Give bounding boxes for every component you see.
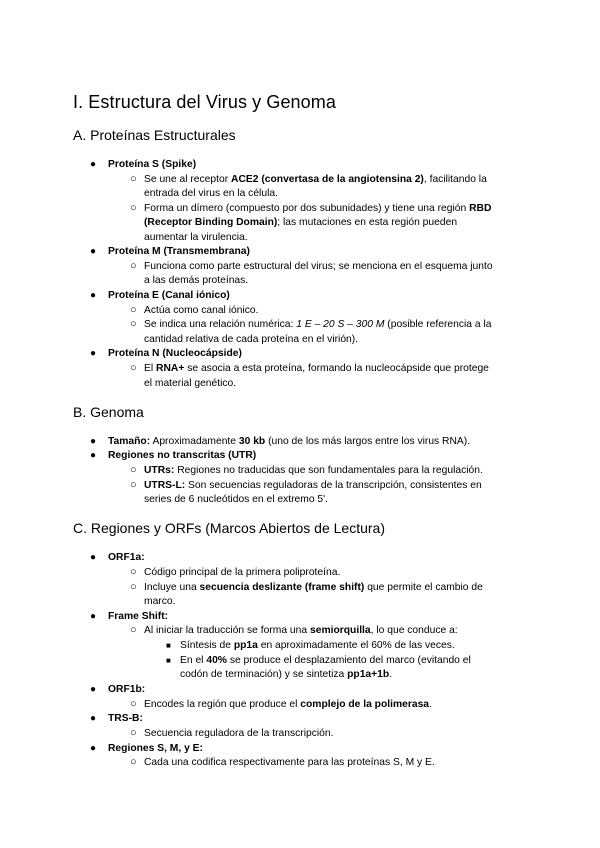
trs-b-title: TRS-B: <box>108 713 143 724</box>
bullet-icon: ● <box>90 436 97 447</box>
circle-bullet-icon: ○ <box>130 581 137 593</box>
square-bullet-icon: ■ <box>166 641 171 650</box>
bullet-icon: ● <box>90 290 97 301</box>
list-item-cont: marco. <box>144 596 176 607</box>
circle-bullet-icon: ○ <box>130 464 137 476</box>
list-item-cont: cantidad relativa de cada proteína en el virión). <box>144 334 359 345</box>
frame-shift-title: Frame Shift: <box>108 611 169 622</box>
list-item: Forma un dímero (compuesto por dos subunidades) y tiene una región RBD <box>144 203 492 214</box>
bullet-icon: ● <box>90 159 97 170</box>
section-b-heading: B. Genoma <box>73 404 144 420</box>
circle-bullet-icon: ○ <box>130 362 137 374</box>
list-item: En el 40% se produce el desplazamiento del marco (evitando el <box>180 655 471 666</box>
list-item: Código principal de la primera poliproteína. <box>144 567 341 578</box>
genome-size: Tamaño: Aproximadamente 30 kb (uno de los más largos entre los virus RNA). <box>108 436 471 447</box>
list-item: Cada una codifica respectivamente para las proteínas S, M y E. <box>144 757 435 768</box>
circle-bullet-icon: ○ <box>130 624 137 636</box>
list-item: UTRS-L: Son secuencias reguladoras de la transcripción, consistentes en <box>144 480 482 491</box>
list-item-cont: (Receptor Binding Domain); las mutaciones en esta región pueden <box>144 217 458 228</box>
bullet-icon: ● <box>90 743 97 754</box>
square-bullet-icon: ■ <box>166 656 171 665</box>
circle-bullet-icon: ○ <box>130 727 137 739</box>
utr-title: Regiones no transcritas (UTR) <box>108 450 257 461</box>
circle-bullet-icon: ○ <box>130 202 137 214</box>
bullet-icon: ● <box>90 713 97 724</box>
protein-n-title: Proteína N (Nucleocápside) <box>108 348 242 359</box>
regions-sme-title: Regiones S, M, y E: <box>108 743 203 754</box>
list-item: UTRs: Regiones no traducidas que son fundamentales para la regulación. <box>144 465 483 476</box>
circle-bullet-icon: ○ <box>130 304 137 316</box>
bullet-icon: ● <box>90 348 97 359</box>
circle-bullet-icon: ○ <box>130 318 137 330</box>
protein-m-title: Proteína M (Transmembrana) <box>108 246 250 257</box>
bullet-icon: ● <box>90 450 97 461</box>
bullet-icon: ● <box>90 611 97 622</box>
circle-bullet-icon: ○ <box>130 173 137 185</box>
bullet-icon: ● <box>90 246 97 257</box>
protein-s-title: Proteína S (Spike) <box>108 159 197 170</box>
section-a-heading: A. Proteínas Estructurales <box>73 127 236 143</box>
circle-bullet-icon: ○ <box>130 566 137 578</box>
list-item: Actúa como canal iónico. <box>144 305 259 316</box>
list-item-cont: series de 6 nucleótidos en el extremo 5'. <box>144 494 328 505</box>
section-c-heading: C. Regiones y ORFs (Marcos Abiertos de Lectura) <box>73 520 386 536</box>
list-item: Se une al receptor ACE2 (convertasa de la angiotensina 2), facilitando la <box>144 174 487 185</box>
list-item: Encodes la región que produce el complejo de la polimerasa. <box>144 699 432 710</box>
circle-bullet-icon: ○ <box>130 260 137 272</box>
bullet-icon: ● <box>90 552 97 563</box>
orf1b-title: ORF1b: <box>108 684 146 695</box>
list-item: Incluye una secuencia deslizante (frame shift) que permite el cambio de <box>144 582 483 593</box>
protein-e-title: Proteína E (Canal iónico) <box>108 290 230 301</box>
page-title: I. Estructura del Virus y Genoma <box>73 92 336 112</box>
list-item-cont: a las demás proteínas. <box>144 275 249 286</box>
list-item: Secuencia reguladora de la transcripción. <box>144 728 334 739</box>
list-item: El RNA+ se asocia a esta proteína, formando la nucleocápside que protege <box>144 363 489 374</box>
list-item: Se indica una relación numérica: 1 E – 20 S – 300 M (posible referencia a la <box>144 319 492 330</box>
list-item: Funciona como parte estructural del virus; se menciona en el esquema junto <box>144 261 493 272</box>
circle-bullet-icon: ○ <box>130 756 137 768</box>
list-item: Al iniciar la traducción se forma una semiorquilla, lo que conduce a: <box>144 625 458 636</box>
orf1a-title: ORF1a: <box>108 552 145 563</box>
bullet-icon: ● <box>90 684 97 695</box>
list-item: Síntesis de pp1a en aproximadamente el 60% de las veces. <box>180 640 455 651</box>
circle-bullet-icon: ○ <box>130 479 137 491</box>
list-item-cont: entrada del virus en la célula. <box>144 188 278 199</box>
circle-bullet-icon: ○ <box>130 698 137 710</box>
list-item-cont: codón de terminación) y se sintetiza pp1a+1b. <box>180 669 393 680</box>
list-item-cont: el material genético. <box>144 378 237 389</box>
list-item-cont: aumentar la virulencia. <box>144 232 248 243</box>
